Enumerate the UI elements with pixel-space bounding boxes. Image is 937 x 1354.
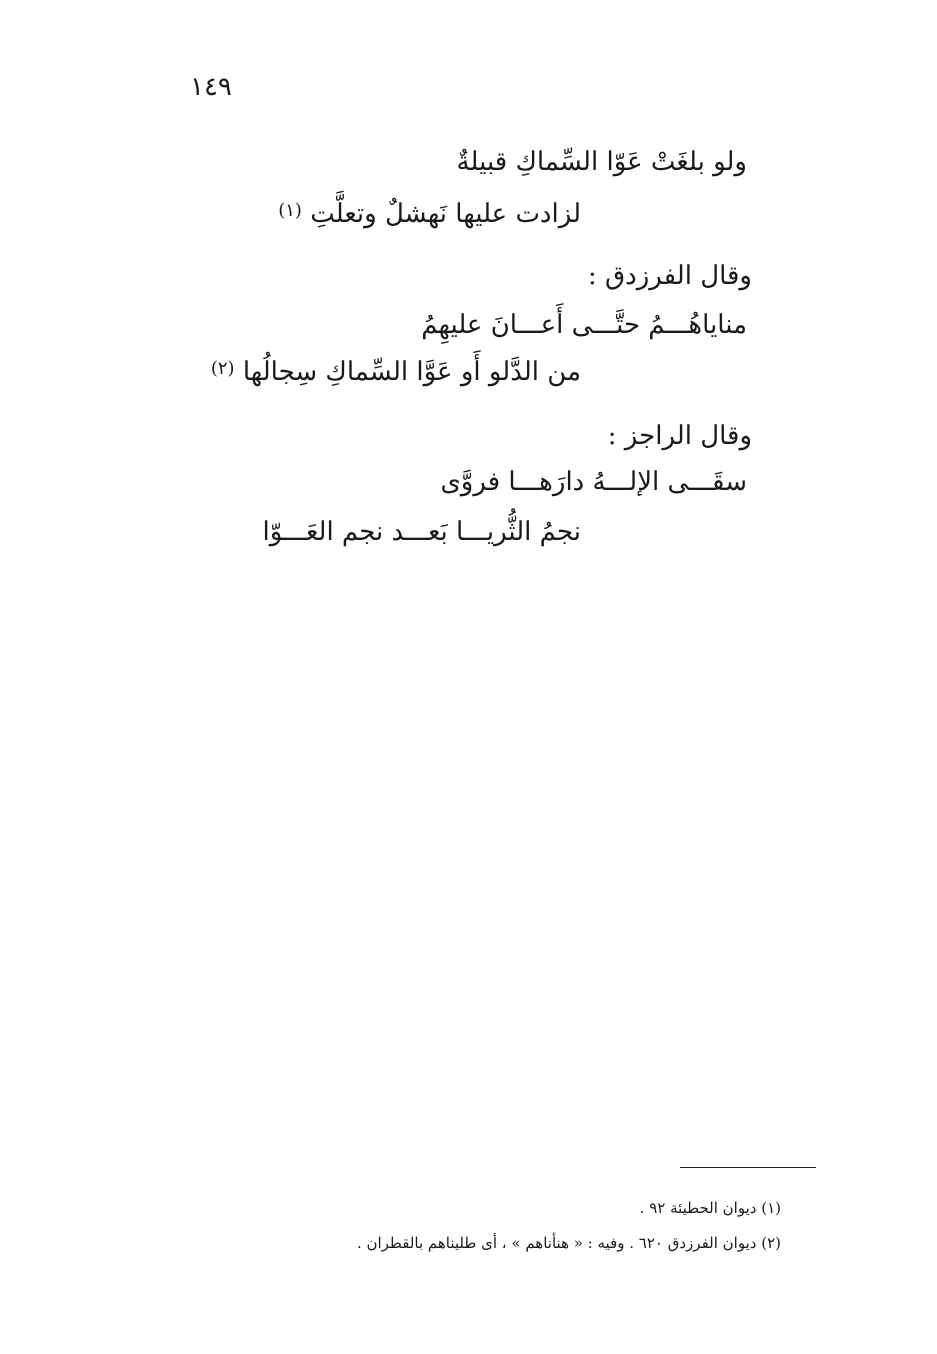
poem3-line2-text: نجمُ الثُّريـــا بَعـــد نجم العَـــوّا (262, 517, 581, 547)
poem3-line1 (440, 464, 747, 500)
poem2-line1 (421, 307, 747, 343)
poem2-line1-text: مناياهُـــمُ حتَّـــى أَعـــانَ عليهِمُ (421, 310, 747, 340)
poem2-line2 (211, 351, 581, 390)
poem1-line1-text: ولو بلغَتْ عَوّا السِّماكِ قبيلةٌ (456, 147, 747, 177)
poem3-line1-text: سقَـــى الإلـــهُ دارَهـــا فروَّى (440, 467, 747, 497)
poem1-line1 (457, 144, 747, 180)
footnote-ref-2: (٢) (210, 358, 235, 379)
intro-farazdaq: وقال الفرزدق : (587, 261, 752, 291)
intro-rajiz: وقال الراجز : (607, 421, 752, 451)
poem3-line2 (262, 514, 581, 550)
footnote-1: (١) ديوان الحطيئة ٩٢ . (639, 1199, 781, 1217)
poem2-line2-text: من الدَّلو أَو عَوَّا السِّماكِ سِجالُها (242, 357, 581, 387)
footnote-separator (680, 1167, 816, 1168)
poem1-line2-text: لزادت عليها نَهشلٌ وتعلَّتِ (310, 199, 581, 229)
page-number: ١٤٩ (190, 72, 232, 102)
poem1-line2 (278, 193, 581, 232)
footnote-ref-1: (١) (278, 200, 302, 221)
footnote-2: (٢) ديوان الفرزدق ٦٢٠ . وفيه : « هنأناهم » ، أى طليناهم بالقطران . (356, 1234, 781, 1252)
